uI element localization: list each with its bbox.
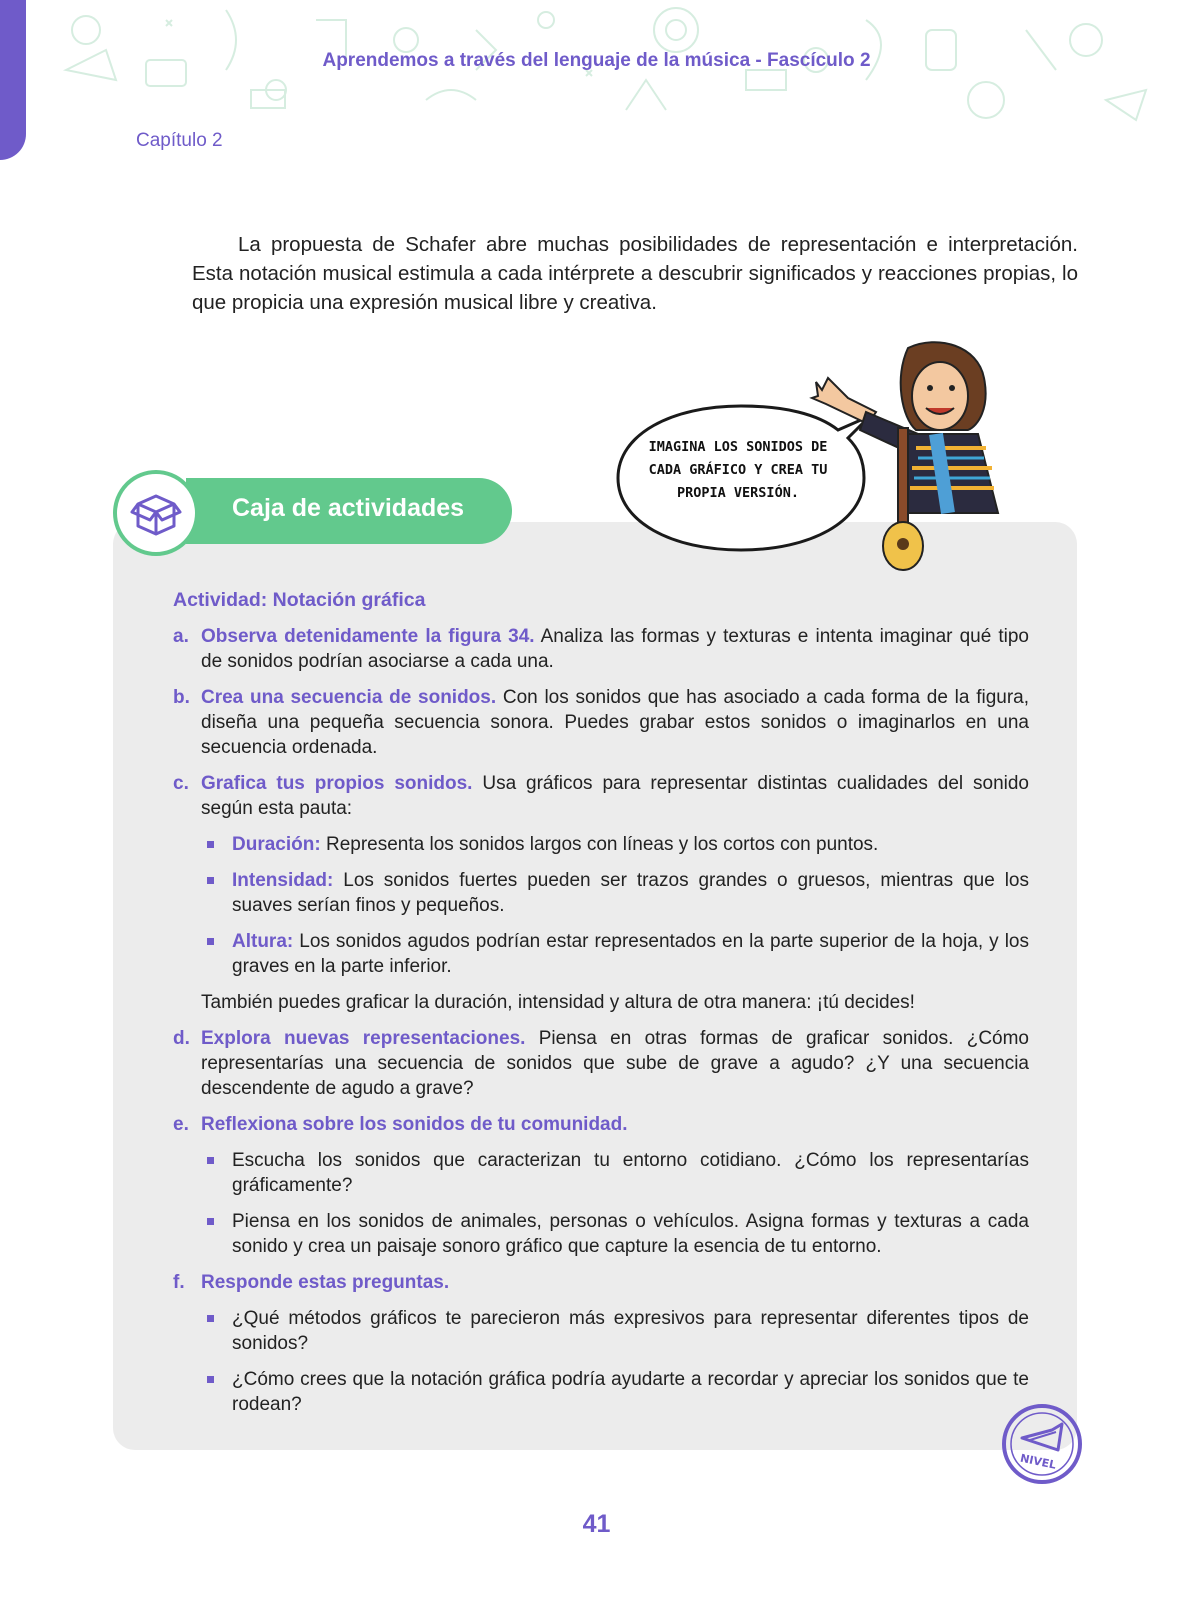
item-text: Piensa en otras formas de graficar sonidos. ¿Cómo representarías una secuencia de sonidos que sube de grave a agudo? ¿Y una secuencia descendente de agudo a grave? [201,1028,1029,1099]
bullet-label: Duración: [232,834,321,855]
bullet-marker [207,841,214,848]
bullet-marker [207,1315,214,1322]
intro-text: La propuesta de Schafer abre muchas posibilidades de representación e interpretación. Esta notación musical estimula a cada intérprete a descubrir significados y reacciones propias, lo que propicia una expresión musical libre y creativa. [192,233,1078,314]
list-item-d [173,1026,1029,1101]
bullet-marker [207,938,214,945]
list-item-f [173,1270,1029,1295]
activity-banner-title: Caja de actividades [232,494,465,522]
bullet-text: Escucha los sonidos que caracterizan tu entorno cotidiano. ¿Cómo los representarías gráficamente? [232,1150,1029,1196]
item-text: Analiza las formas y texturas e intenta imaginar qué tipo de sonidos podrían asociarse a cada una. [201,626,1029,672]
list-item-e [173,1112,1029,1137]
list-item-a [173,624,1029,674]
item-highlight: Crea una secuencia de sonidos. [201,687,497,708]
item-text: Con los sonidos que has asociado a cada forma de la figura, diseña una pequeña secuencia sonora. Puedes grabar estos sonidos o imaginarlos en una secuencia ordenada. [201,687,1029,758]
bullet-marker [207,1376,214,1383]
stamp-text: NIVEL [1019,1451,1058,1472]
list-item-c [173,771,1029,821]
item-letter: a. [173,626,189,647]
item-letter: b. [173,687,190,708]
bullet-marker [207,1157,214,1164]
item-letter: c. [173,773,189,794]
bullet-item [173,1367,1029,1417]
bullet-text: Los sonidos agudos podrían estar representados en la parte superior de la hoja, y los graves en la parte inferior. [232,931,1029,977]
bullet-item [173,929,1029,979]
intro-paragraph [192,230,1078,317]
running-header: Aprendemos a través del lenguaje de la música - Fascículo 2 [322,50,871,71]
bullet-item [173,832,1029,857]
bullet-item [173,1209,1029,1259]
chapter-label: Capítulo 2 [136,130,223,151]
bullet-text: Piensa en los sonidos de animales, personas o vehículos. Asigna formas y texturas a cada sonido y crea un paisaje sonoro gráfico que capture la esencia de tu entorno. [232,1211,1029,1257]
box-icon [113,470,199,556]
item-highlight: Responde estas preguntas. [201,1272,450,1293]
bullet-item [173,1148,1029,1198]
item-highlight: Explora nuevas representaciones. [201,1028,526,1049]
item-letter: f. [173,1272,185,1293]
page-number: 41 [582,1510,611,1538]
item-highlight: Observa detenidamente la figura 34. [201,626,535,647]
bullet-text: ¿Cómo crees que la notación gráfica podría ayudarte a recordar y apreciar los sonidos que te rodean? [232,1369,1029,1415]
header-decoration [26,0,1193,150]
speech-bubble-text: IMAGINA LOS SONIDOS DE CADA GRÁFICO Y CREA TU PROPIA VERSIÓN. [648,439,828,501]
item-highlight: Grafica tus propios sonidos. [201,773,473,794]
activity-title: Actividad: Notación gráfica [173,589,426,611]
nivel-stamp [1000,1402,1084,1486]
bullet-item [173,1306,1029,1356]
chapter-tab-marker [0,0,26,160]
bullet-marker [207,877,214,884]
bullet-item [173,868,1029,918]
activity-list [173,624,1029,1428]
bullet-label: Altura: [232,931,294,952]
character-illustration [808,338,1018,588]
item-text: Usa gráficos para representar distintas cualidades del sonido según esta pauta: [201,773,1029,819]
list-item-b [173,685,1029,760]
c-note: También puedes graficar la duración, intensidad y altura de otra manera: ¡tú decides! [201,992,915,1013]
bullet-text: Representa los sonidos largos con líneas y los cortos con puntos. [320,834,879,855]
bullet-marker [207,1218,214,1225]
bullet-label: Intensidad: [232,870,334,891]
bullet-text: Los sonidos fuertes pueden ser trazos grandes o gruesos, mientras que los suaves serían finos y pequeños. [232,870,1029,916]
item-letter: d. [173,1028,190,1049]
item-letter: e. [173,1114,189,1135]
item-highlight: Reflexiona sobre los sonidos de tu comunidad. [201,1114,628,1135]
bullet-text: ¿Qué métodos gráficos te parecieron más expresivos para representar diferentes tipos de sonidos? [232,1308,1029,1354]
